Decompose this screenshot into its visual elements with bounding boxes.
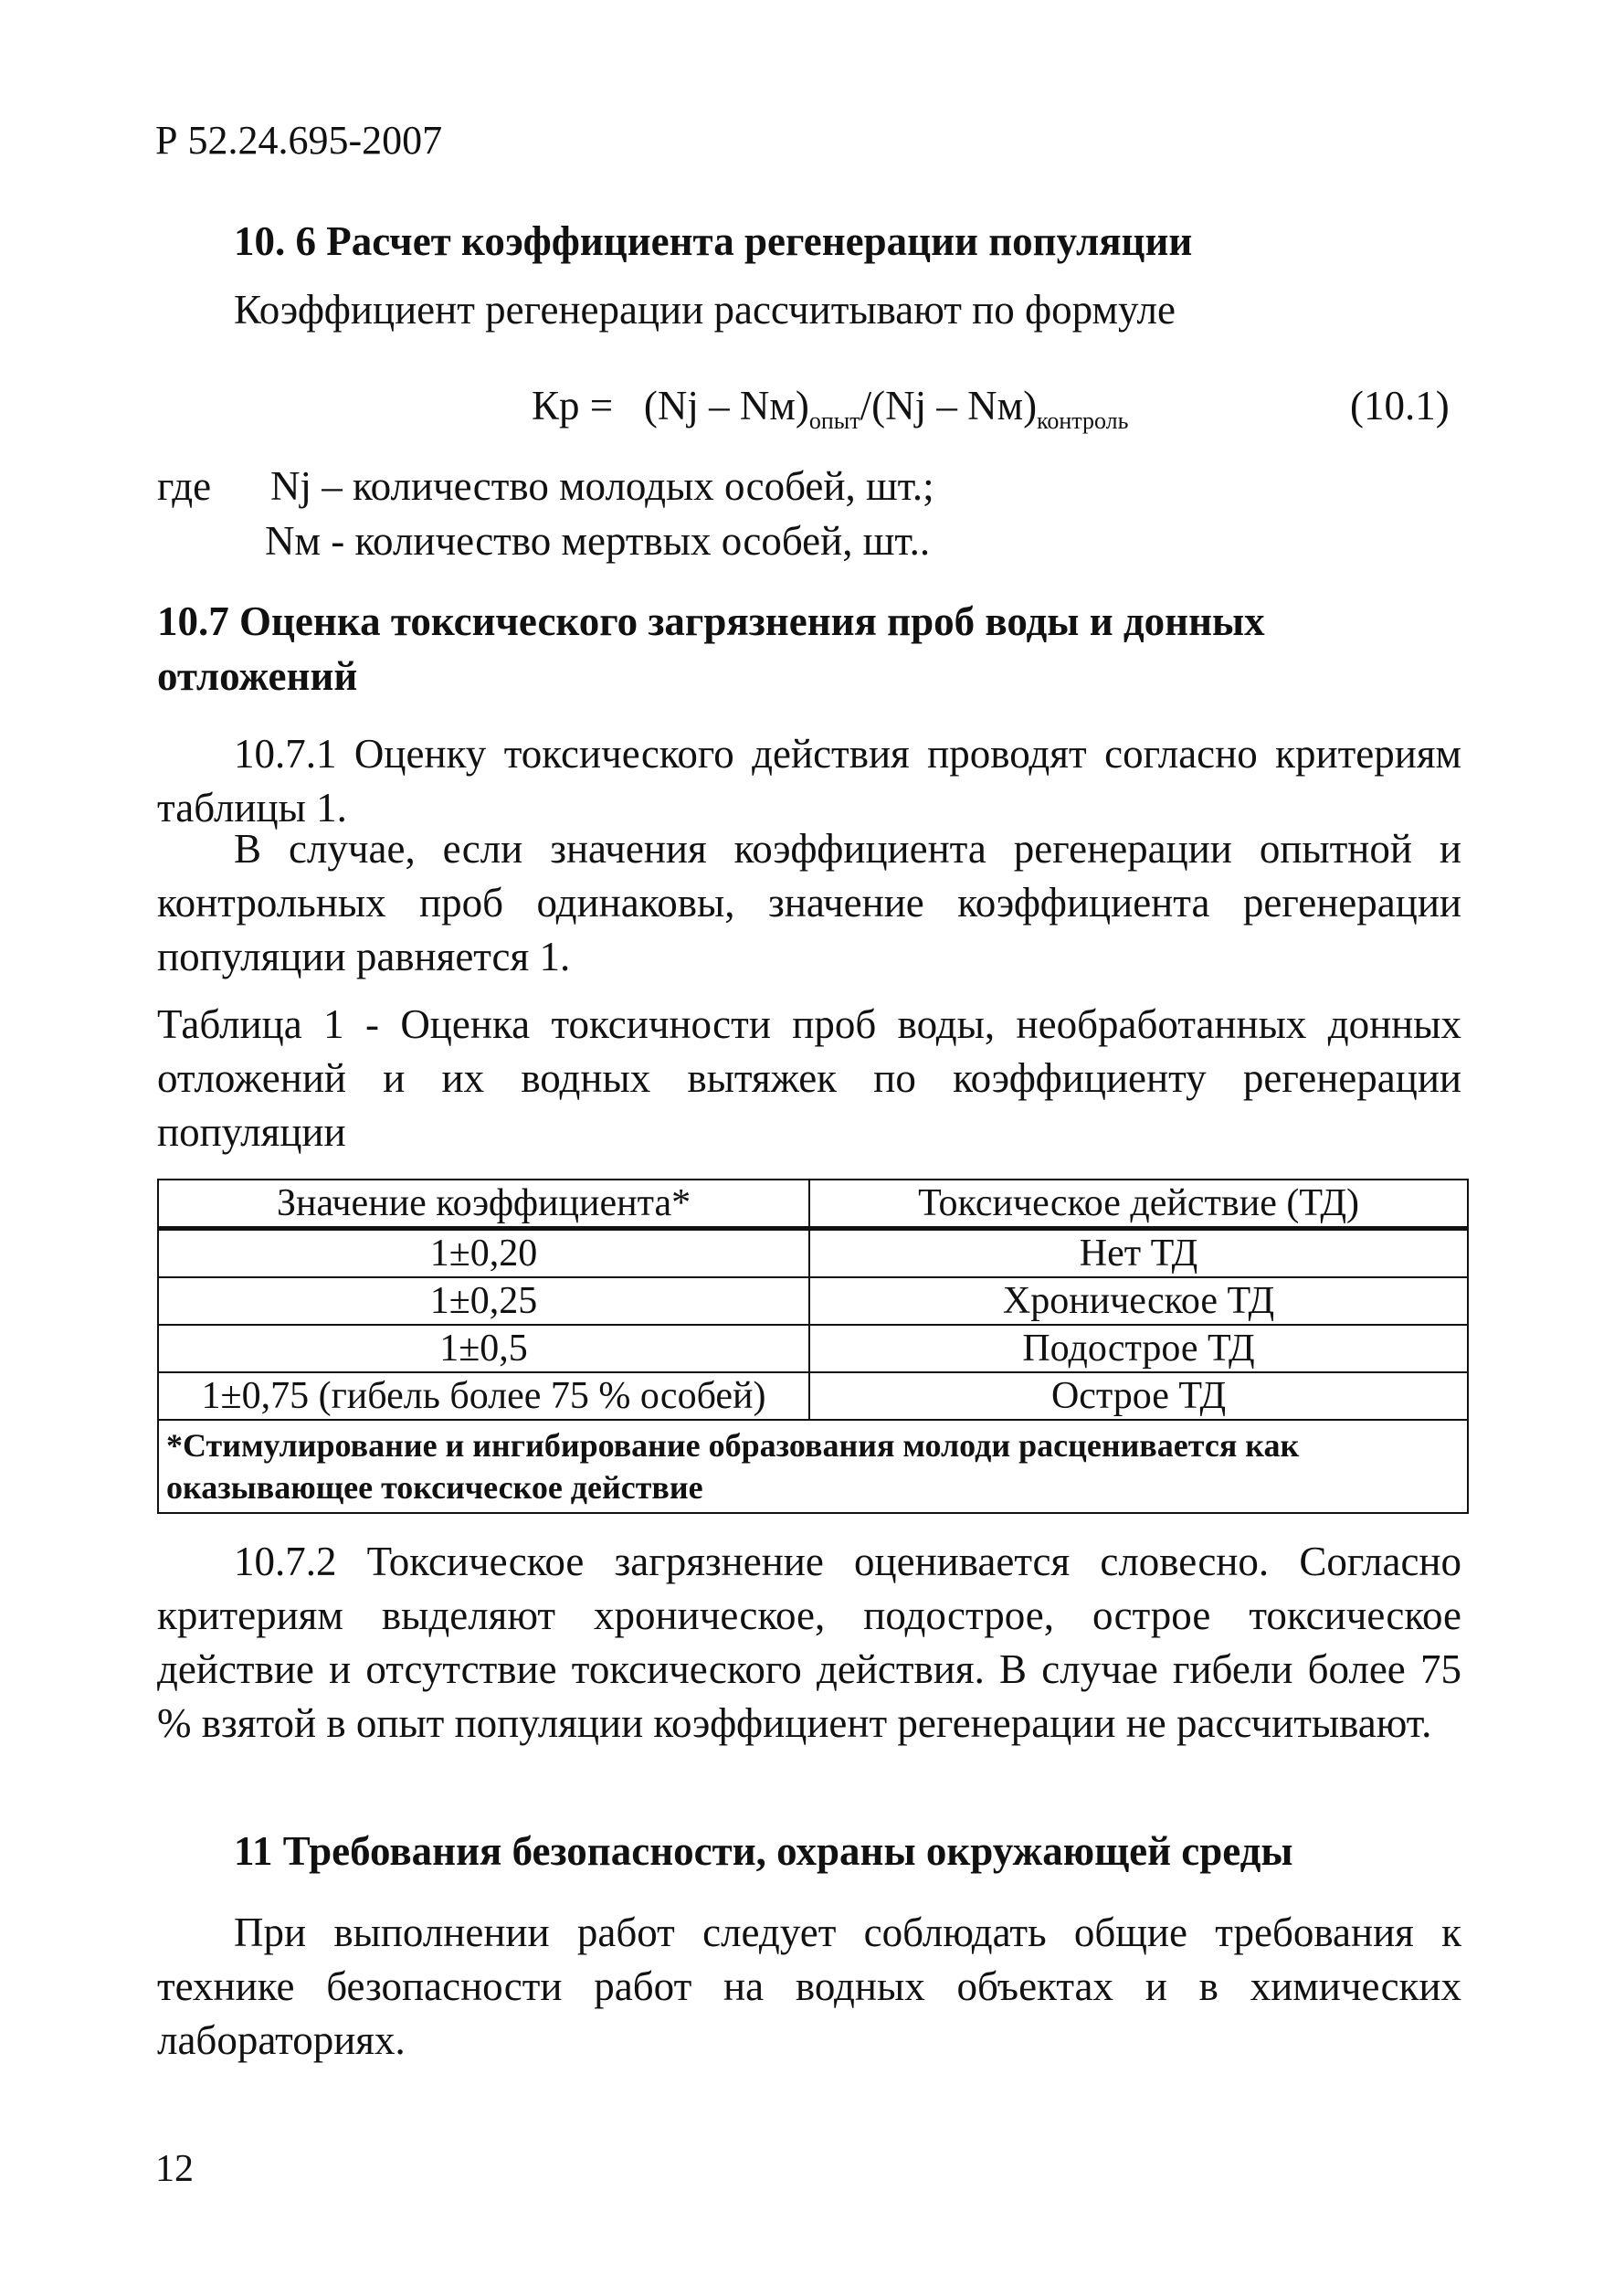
table-note-row xyxy=(158,1420,1468,1513)
paragraph-equal-values: В случае, если значения коэффициента регенерации опытной и контрольных проб одинаковы, значение коэффициента регенерации популяции равняется 1. xyxy=(157,826,1461,979)
table-row xyxy=(158,1372,1468,1420)
formula-part-control: /(Nj – Nм) xyxy=(860,383,1038,429)
paragraph-10-7-2: 10.7.2 Токсическое загрязнение оценивается словесно. Согласно критериям выделяют хроническое, подострое, острое токсическое действие и отсутствие токсического действия. В случае гибели более 75 % взятой в опыт популяции коэффициент регенерации не рассчитывают. xyxy=(157,1539,1461,1746)
toxic-action-cell: Нет ТД xyxy=(809,1229,1468,1278)
formula-sub-control: контроль xyxy=(1037,407,1129,434)
table-caption: Таблица 1 - Оценка токсичности проб воды, необработанных донных отложений и их водных вытяжек по коэффициенту регенерации популяции xyxy=(157,1001,1461,1155)
definition-nm: Nм - количество мертвых особей, шт.. xyxy=(265,518,931,564)
section-11-heading: 11 Требования безопасности, охраны окружающей среды xyxy=(234,1828,1293,1874)
definition-nj: Nj – количество молодых особей, шт.; xyxy=(270,463,934,509)
coefficient-cell: 1±0,20 xyxy=(158,1229,809,1278)
section-11-text: При выполнении работ следует соблюдать общие требования к технике безопасности работ на водных объектах и в химических лабораториях. xyxy=(157,1910,1461,2063)
section-10-6-heading: 10. 6 Расчет коэффициента регенерации популяции xyxy=(234,218,1193,264)
table-footnote: *Стимулирование и ингибирование образования молоди расценивается как оказывающее токсическое действие xyxy=(158,1420,1468,1513)
formula-sub-experiment: опыт xyxy=(808,407,860,434)
toxic-action-cell: Подострое ТД xyxy=(809,1325,1468,1372)
table-row xyxy=(158,1229,1468,1278)
section-10-7-heading: 10.7 Оценка токсического загрязнения проб воды и донных отложений xyxy=(157,598,1265,699)
header-toxic-action: Токсическое действие (ТД) xyxy=(809,1180,1468,1229)
table-row xyxy=(158,1277,1468,1325)
coefficient-cell: 1±0,25 xyxy=(158,1277,809,1325)
formula-number: (10.1) xyxy=(1350,383,1450,429)
toxic-action-cell: Хроническое ТД xyxy=(809,1277,1468,1325)
formula-intro-text: Коэффициент регенерации рассчитывают по формуле xyxy=(234,287,1176,333)
coefficient-cell: 1±0,5 xyxy=(158,1325,809,1372)
table-header-row xyxy=(158,1180,1468,1229)
header-coefficient: Значение коэффициента* xyxy=(158,1180,809,1229)
coefficient-cell: 1±0,75 (гибель более 75 % особей) xyxy=(158,1372,809,1420)
paragraph-10-7-1: 10.7.1 Оценку токсического действия проводят согласно критериям таблицы 1. xyxy=(157,731,1461,831)
page-number: 12 xyxy=(155,2148,194,2190)
regeneration-formula xyxy=(532,382,1128,435)
toxic-action-cell: Острое ТД xyxy=(809,1372,1468,1420)
formula-part-experiment: (Nj – Nм) xyxy=(643,383,809,429)
document-code: Р 52.24.695-2007 xyxy=(155,118,443,163)
toxicity-table xyxy=(157,1179,1469,1514)
table-row xyxy=(158,1325,1468,1372)
where-label: где xyxy=(157,463,212,509)
formula-lhs: Кр = xyxy=(532,383,614,429)
